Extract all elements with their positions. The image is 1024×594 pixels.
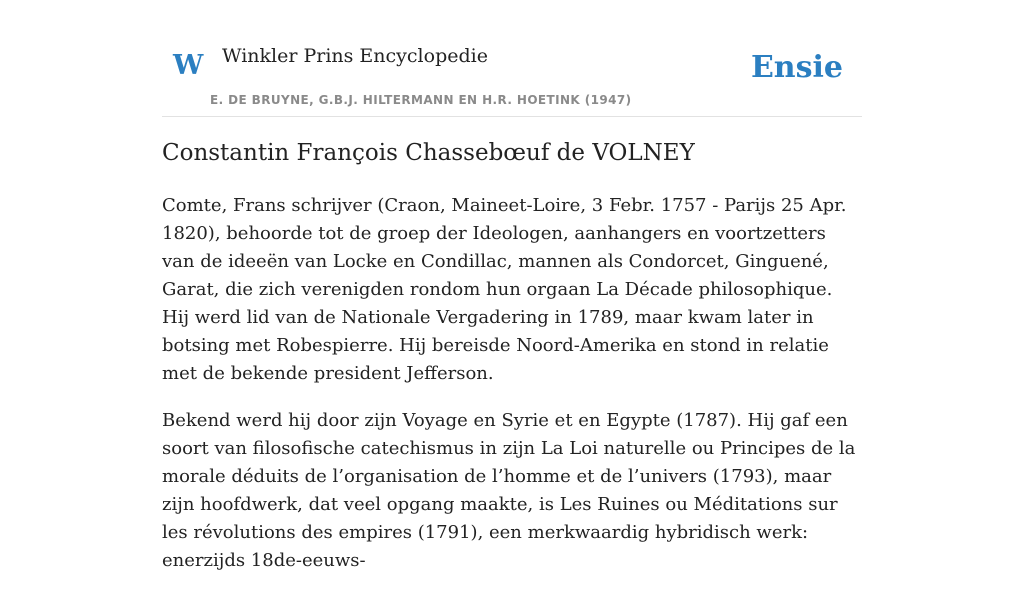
winkler-prins-logo-icon[interactable]: W: [173, 50, 204, 81]
source-header: [162, 0, 862, 117]
source-authors: E. DE BRUYNE, G.B.J. HILTERMANN EN H.R. HOETINK (1947): [210, 93, 632, 107]
article-paragraph: Bekend werd hij door zijn Voyage en Syrie et en Egypte (1787). Hij gaf een soort van filosofische catechismus in zijn La Loi naturelle ou Principes de la morale déduits de l’organisation de l’homme et de l’univers (1793), maar zijn hoofdwerk, dat veel opgang maakte, is Les Ruines ou Méditations sur les révolutions des empires (1791), een merkwaardig hybridisch werk: enerzijds 18de-eeuws-: [162, 410, 856, 571]
article-paragraph: Comte, Frans schrijver (Craon, Maineet-Loire, 3 Febr. 1757 - Parijs 25 Apr. 1820), behoorde tot de groep der Ideologen, aanhangers en voortzetters van de ideeën van Locke en Condillac, mannen als Condorcet, Ginguené, Garat, die zich verenigden rondom hun orgaan La Décade philosophique. Hij werd lid van de Nationale Vergadering in 1789, maar kwam later in botsing met Robespierre. Hij bereisde Noord-Amerika en stond in relatie met de bekende president Jefferson.: [162, 195, 847, 384]
source-title[interactable]: Winkler Prins Encyclopedie: [222, 45, 488, 67]
article-body: [162, 192, 862, 594]
ensie-logo-link[interactable]: Ensie: [750, 50, 843, 85]
article-title: Constantin François Chassebœuf de VOLNEY: [162, 140, 695, 166]
